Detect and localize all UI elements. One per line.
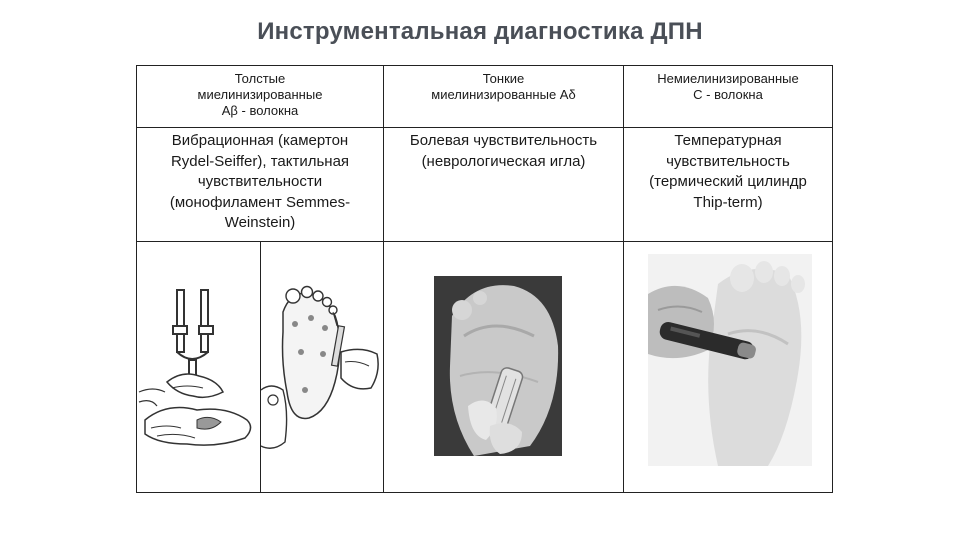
monofilament-on-sole-drawing <box>261 242 384 492</box>
description-line: Thip-term) <box>693 193 763 211</box>
image-cell-adelta <box>384 242 624 493</box>
header-cell-abeta <box>137 66 384 128</box>
description-line: Weinstein) <box>224 214 296 231</box>
image-cell-abeta <box>137 242 384 493</box>
thermal-cylinder-on-foot-photo <box>648 254 812 466</box>
header-line: Толстые <box>234 71 286 86</box>
neurological-needle-on-sole-photo <box>434 276 562 456</box>
description-line: Вибрационная (камертон <box>171 132 349 149</box>
header-line: миелинизированные Aδ <box>431 87 576 102</box>
header-line: Немиелинизированные <box>657 71 799 86</box>
description-line: Rydel-Seiffer), тактильная <box>170 152 350 170</box>
slide-title: Инструментальная диагностика ДПН <box>257 18 703 45</box>
description-cell-abeta <box>137 128 384 242</box>
description-line: (термический цилиндр <box>649 173 807 190</box>
diagnostics-table <box>136 65 833 493</box>
description-line: (неврологическая игла) <box>421 152 586 170</box>
description-line: Температурная <box>674 132 782 149</box>
header-line: Aβ - волокна <box>221 103 299 118</box>
description-line: Болевая чувствительность <box>409 132 598 149</box>
description-line: чувствительности <box>197 173 323 190</box>
header-line: С - волокна <box>693 87 763 102</box>
header-row <box>137 66 833 128</box>
description-row <box>137 128 833 242</box>
image-row <box>137 242 833 493</box>
description-line: (монофиламент Semmes- <box>169 193 351 211</box>
header-cell-c-fibers <box>624 66 833 128</box>
image-cell-c-fibers <box>624 242 833 493</box>
description-cell-adelta <box>384 128 624 242</box>
header-line: миелинизированные <box>197 87 323 102</box>
description-line: чувствительность <box>666 152 790 170</box>
header-cell-adelta <box>384 66 624 128</box>
tuning-fork-on-foot-drawing <box>137 242 261 492</box>
description-cell-c-fibers <box>624 128 833 242</box>
header-line: Тонкие <box>482 71 525 86</box>
